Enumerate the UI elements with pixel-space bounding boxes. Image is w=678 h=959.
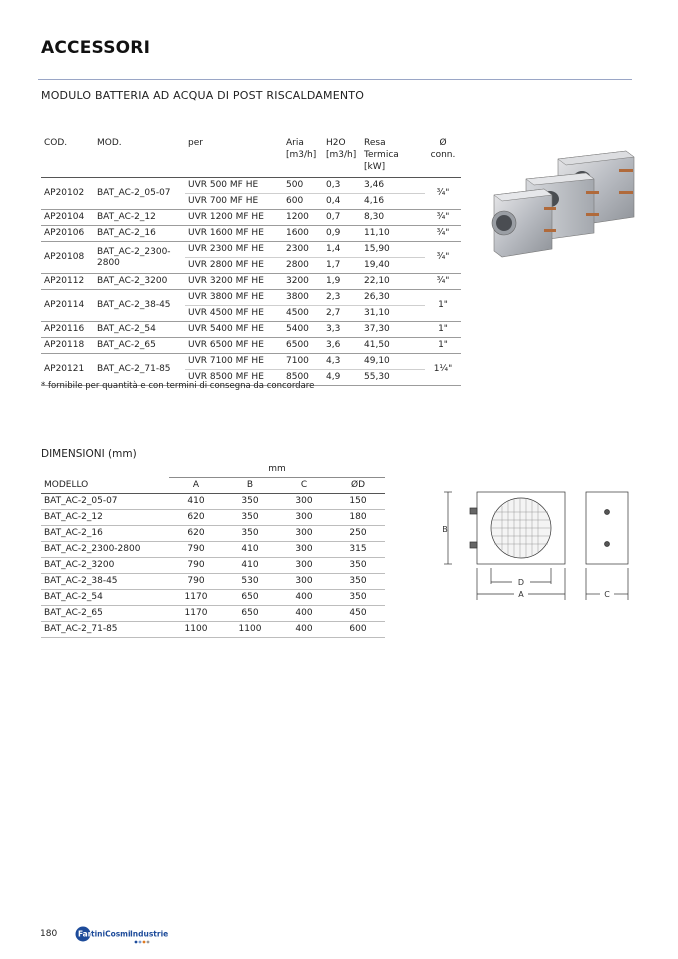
header-aria-label: Aria	[286, 138, 304, 148]
cell-conn: 1"	[425, 290, 461, 322]
section-subtitle: MODULO BATTERIA AD ACQUA DI POST RISCALDAMENTO	[41, 89, 365, 102]
header-aria-unit: [m3/h]	[286, 150, 317, 160]
dimensions-title: DIMENSIONI (mm)	[41, 448, 137, 460]
dim-c: 400	[277, 606, 331, 622]
table-row	[41, 210, 461, 226]
cell-conn: ¾"	[425, 210, 461, 226]
dim-c: 300	[277, 494, 331, 510]
logo-text-1: Fan	[78, 929, 94, 939]
dim-b: 410	[223, 558, 277, 574]
header-aria	[283, 137, 323, 178]
table-row	[41, 354, 461, 370]
dimensions-table-body	[41, 494, 385, 638]
cell-aria: 1600	[283, 226, 323, 242]
cell-cod: AP20121	[41, 354, 94, 386]
cell-conn: 1"	[425, 322, 461, 338]
header-mod: MOD.	[97, 138, 122, 148]
table-row	[41, 338, 461, 354]
footnote: * fornibile per quantità e con termini di consegna da concordare	[41, 381, 315, 391]
cell-resa: 55,30	[361, 370, 425, 386]
header-resa	[361, 137, 425, 178]
dim-d: 315	[331, 542, 385, 558]
cell-h2o: 0,9	[323, 226, 361, 242]
product-table-body	[41, 178, 461, 386]
cell-per: UVR 3200 MF HE	[185, 274, 283, 290]
header-h2o-label: H2O	[326, 138, 346, 148]
dim-d: 350	[331, 558, 385, 574]
table-row	[41, 322, 461, 338]
dim-header-modello: MODELLO	[41, 478, 169, 494]
cell-h2o: 4,3	[323, 354, 361, 370]
dim-b: 1100	[223, 622, 277, 638]
cell-h2o: 3,3	[323, 322, 361, 338]
unit-header: mm	[169, 462, 385, 478]
header-resa-unit: [kW]	[364, 162, 386, 172]
table-row	[41, 558, 385, 574]
cell-h2o: 1,9	[323, 274, 361, 290]
cell-resa: 3,46	[361, 178, 425, 194]
cell-mod: BAT_AC-2_38-45	[94, 290, 185, 322]
dim-modello: BAT_AC-2_65	[41, 606, 169, 622]
cell-mod: BAT_AC-2_3200	[94, 274, 185, 290]
cell-per: UVR 4500 MF HE	[185, 306, 283, 322]
table-row	[41, 542, 385, 558]
cell-per: UVR 8500 MF HE	[185, 370, 283, 386]
unit-row	[41, 462, 385, 478]
cell-mod: BAT_AC-2_65	[94, 338, 185, 354]
page-number: 180	[40, 929, 58, 939]
table-header-row	[41, 137, 461, 178]
header-conn-unit: conn.	[430, 150, 456, 160]
title-divider	[38, 79, 632, 80]
dim-modello: BAT_AC-2_54	[41, 590, 169, 606]
header-conn	[425, 137, 461, 178]
cell-aria: 600	[283, 194, 323, 210]
dimensions-table	[41, 462, 385, 638]
dim-d: 350	[331, 574, 385, 590]
cell-conn: 1¼"	[425, 354, 461, 386]
cell-per: UVR 500 MF HE	[185, 178, 283, 194]
unit-row-spacer	[41, 462, 169, 478]
label-a: A	[518, 590, 524, 599]
dim-c: 400	[277, 622, 331, 638]
header-per: per	[188, 138, 203, 148]
cell-resa: 49,10	[361, 354, 425, 370]
cell-mod: BAT_AC-2_05-07	[94, 178, 185, 210]
cell-aria: 6500	[283, 338, 323, 354]
table-row	[41, 622, 385, 638]
cell-mod: BAT_AC-2_16	[94, 226, 185, 242]
cell-resa: 15,90	[361, 242, 425, 258]
header-h2o	[323, 137, 361, 178]
cell-cod: AP20104	[41, 210, 94, 226]
dim-b: 350	[223, 494, 277, 510]
cell-conn: ¾"	[425, 226, 461, 242]
dim-a: 790	[169, 574, 223, 590]
header-cod: COD.	[44, 138, 68, 148]
cell-conn: 1"	[425, 338, 461, 354]
cell-cod: AP20112	[41, 274, 94, 290]
dim-a: 1170	[169, 590, 223, 606]
section-title: ACCESSORI	[41, 38, 151, 58]
header-resa-label: Resa Termica	[364, 138, 399, 160]
cell-per: UVR 3800 MF HE	[185, 290, 283, 306]
cell-conn: ¾"	[425, 178, 461, 210]
cell-resa: 19,40	[361, 258, 425, 274]
dim-c: 300	[277, 510, 331, 526]
cell-resa: 4,16	[361, 194, 425, 210]
product-photo	[478, 137, 640, 267]
label-c: C	[604, 590, 610, 599]
dimensions-header-row	[41, 478, 385, 494]
cell-resa: 41,50	[361, 338, 425, 354]
dim-a: 1170	[169, 606, 223, 622]
cell-h2o: 2,7	[323, 306, 361, 322]
cell-h2o: 4,9	[323, 370, 361, 386]
cell-conn: ¾"	[425, 274, 461, 290]
cell-mod: BAT_AC-2_71-85	[94, 354, 185, 386]
cell-aria: 5400	[283, 322, 323, 338]
cell-per: UVR 2800 MF HE	[185, 258, 283, 274]
dim-d: 180	[331, 510, 385, 526]
cell-resa: 22,10	[361, 274, 425, 290]
cell-resa: 26,30	[361, 290, 425, 306]
cell-h2o: 0,3	[323, 178, 361, 194]
dim-a: 620	[169, 526, 223, 542]
header-h2o-unit: [m3/h]	[326, 150, 357, 160]
label-d: D	[517, 578, 525, 587]
dim-a: 620	[169, 510, 223, 526]
table-row	[41, 590, 385, 606]
table-row	[41, 178, 461, 194]
cell-aria: 2300	[283, 242, 323, 258]
cell-resa: 37,30	[361, 322, 425, 338]
cell-per: UVR 700 MF HE	[185, 194, 283, 210]
dim-c: 400	[277, 590, 331, 606]
product-table	[41, 137, 461, 386]
logo-text-2: tiniCosmi	[91, 929, 131, 939]
cell-aria: 2800	[283, 258, 323, 274]
cell-cod: AP20108	[41, 242, 94, 274]
dim-modello: BAT_AC-2_05-07	[41, 494, 169, 510]
cell-resa: 8,30	[361, 210, 425, 226]
dim-c: 300	[277, 558, 331, 574]
table-row	[41, 606, 385, 622]
table-row	[41, 526, 385, 542]
cell-mod: BAT_AC-2_2300-2800	[94, 242, 185, 274]
dim-header-d: ØD	[331, 478, 385, 494]
cell-h2o: 3,6	[323, 338, 361, 354]
cell-aria: 500	[283, 178, 323, 194]
cell-per: UVR 1600 MF HE	[185, 226, 283, 242]
side-view-outline	[586, 492, 628, 564]
cell-per: UVR 2300 MF HE	[185, 242, 283, 258]
cell-per: UVR 1200 MF HE	[185, 210, 283, 226]
dim-b: 650	[223, 606, 277, 622]
table-row	[41, 274, 461, 290]
dim-header-a: A	[169, 478, 223, 494]
cell-aria: 4500	[283, 306, 323, 322]
dim-header-b: B	[223, 478, 277, 494]
dim-d: 350	[331, 590, 385, 606]
dim-modello: BAT_AC-2_12	[41, 510, 169, 526]
dim-b: 650	[223, 590, 277, 606]
dim-modello: BAT_AC-2_38-45	[41, 574, 169, 590]
dimension-drawing	[432, 484, 632, 604]
dim-d: 250	[331, 526, 385, 542]
cell-resa: 11,10	[361, 226, 425, 242]
table-row	[41, 226, 461, 242]
dim-c: 300	[277, 574, 331, 590]
cell-mod: BAT_AC-2_54	[94, 322, 185, 338]
dim-c: 300	[277, 542, 331, 558]
dim-b: 350	[223, 526, 277, 542]
cell-per: UVR 6500 MF HE	[185, 338, 283, 354]
cell-mod: BAT_AC-2_12	[94, 210, 185, 226]
cell-aria: 7100	[283, 354, 323, 370]
cell-cod: AP20102	[41, 178, 94, 210]
cell-resa: 31,10	[361, 306, 425, 322]
dim-d: 150	[331, 494, 385, 510]
cell-aria: 1200	[283, 210, 323, 226]
table-row	[41, 574, 385, 590]
cell-conn: ¾"	[425, 242, 461, 274]
cell-h2o: 1,4	[323, 242, 361, 258]
cell-h2o: 0,4	[323, 194, 361, 210]
dim-d: 600	[331, 622, 385, 638]
company-logo	[74, 925, 169, 945]
cell-aria: 3200	[283, 274, 323, 290]
dim-b: 410	[223, 542, 277, 558]
cell-per: UVR 7100 MF HE	[185, 354, 283, 370]
dim-modello: BAT_AC-2_16	[41, 526, 169, 542]
table-row	[41, 290, 461, 306]
header-conn-label: Ø	[439, 138, 447, 148]
cell-h2o: 2,3	[323, 290, 361, 306]
dim-modello: BAT_AC-2_71-85	[41, 622, 169, 638]
cell-h2o: 0,7	[323, 210, 361, 226]
table-row	[41, 494, 385, 510]
dim-a: 410	[169, 494, 223, 510]
cell-cod: AP20118	[41, 338, 94, 354]
dim-c: 300	[277, 526, 331, 542]
connection-bottom	[470, 542, 477, 548]
dim-modello: BAT_AC-2_2300-2800	[41, 542, 169, 558]
cell-aria: 8500	[283, 370, 323, 386]
dim-b: 350	[223, 510, 277, 526]
dim-d: 450	[331, 606, 385, 622]
label-b: B	[442, 525, 448, 534]
cell-h2o: 1,7	[323, 258, 361, 274]
dim-b: 530	[223, 574, 277, 590]
table-row	[41, 242, 461, 258]
cell-per: UVR 5400 MF HE	[185, 322, 283, 338]
dim-modello: BAT_AC-2_3200	[41, 558, 169, 574]
logo-text-3: Industrie	[130, 929, 169, 939]
cell-cod: AP20114	[41, 290, 94, 322]
dim-a: 790	[169, 542, 223, 558]
dim-a: 1100	[169, 622, 223, 638]
dim-header-c: C	[277, 478, 331, 494]
table-row	[41, 510, 385, 526]
cell-aria: 3800	[283, 290, 323, 306]
cell-cod: AP20106	[41, 226, 94, 242]
dim-a: 790	[169, 558, 223, 574]
cell-cod: AP20116	[41, 322, 94, 338]
connection-top	[470, 508, 477, 514]
